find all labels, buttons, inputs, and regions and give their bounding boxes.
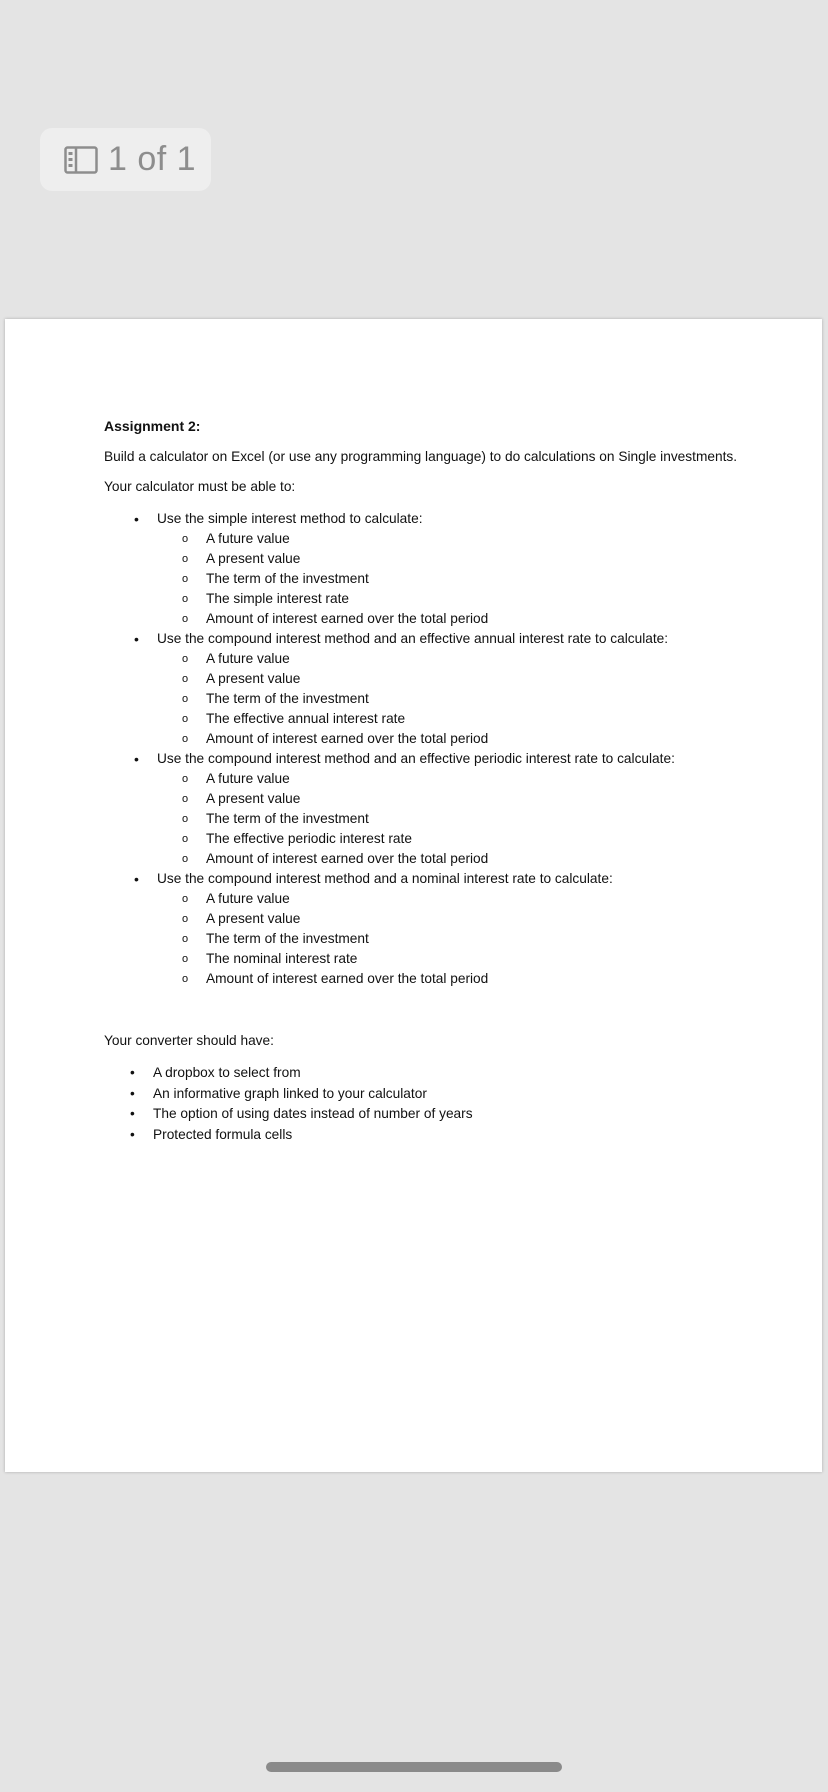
circle-bullet-icon: o xyxy=(182,693,189,705)
bullet-icon: • xyxy=(134,871,139,887)
bullet-icon: • xyxy=(134,511,139,527)
circle-bullet-icon: o xyxy=(182,593,189,605)
sub-list xyxy=(157,889,744,989)
sub-list-item xyxy=(157,529,744,549)
sub-item-text: A future value xyxy=(206,531,290,546)
circle-bullet-icon: o xyxy=(182,673,189,685)
sub-list-item xyxy=(157,809,744,829)
sub-list-item xyxy=(157,789,744,809)
sub-list-item xyxy=(157,709,744,729)
list-item xyxy=(104,869,744,989)
circle-bullet-icon: o xyxy=(182,813,189,825)
circle-bullet-icon: o xyxy=(182,833,189,845)
sub-item-text: Amount of interest earned over the total period xyxy=(206,611,489,626)
document-page xyxy=(5,319,822,1472)
list-item xyxy=(104,1063,744,1084)
bullet-icon: • xyxy=(134,631,139,647)
converter-list xyxy=(104,1063,744,1145)
sub-item-text: The term of the investment xyxy=(206,931,369,946)
sub-item-text: A present value xyxy=(206,911,301,926)
requirements-lead: Your calculator must be able to: xyxy=(104,479,296,494)
sub-list xyxy=(157,649,744,749)
section-heading: Use the compound interest method and an effective annual interest rate to calculate: xyxy=(157,631,669,646)
sub-item-text: The nominal interest rate xyxy=(206,951,358,966)
section-heading: Use the compound interest method and an effective periodic interest rate to calculate: xyxy=(157,751,675,766)
page-count-label: 1 of 1 xyxy=(108,140,197,178)
sub-list-item xyxy=(157,669,744,689)
bullet-icon: • xyxy=(130,1065,135,1080)
converter-lead: Your converter should have: xyxy=(104,1033,274,1048)
list-item xyxy=(104,1084,744,1105)
sub-item-text: A future value xyxy=(206,891,290,906)
bullet-icon: • xyxy=(134,751,139,767)
intro-paragraph: Build a calculator on Excel (or use any programming language) to do calculations on Single investments. xyxy=(104,449,738,464)
circle-bullet-icon: o xyxy=(182,613,189,625)
sub-list-item xyxy=(157,569,744,589)
bullet-icon: • xyxy=(130,1126,135,1142)
sub-item-text: The effective periodic interest rate xyxy=(206,831,412,846)
list-item xyxy=(104,749,744,869)
circle-bullet-icon: o xyxy=(182,733,189,745)
circle-bullet-icon: o xyxy=(182,893,189,905)
page-indicator-button[interactable] xyxy=(40,128,211,191)
sub-list-item xyxy=(157,609,744,629)
bullet-icon: • xyxy=(130,1085,135,1101)
sub-item-text: The effective annual interest rate xyxy=(206,711,406,726)
converter-item-text: Protected formula cells xyxy=(153,1126,293,1142)
section-heading: Use the simple interest method to calculate: xyxy=(157,511,423,526)
sidebar-icon xyxy=(64,146,98,174)
circle-bullet-icon: o xyxy=(182,913,189,925)
circle-bullet-icon: o xyxy=(182,933,189,945)
converter-item-text: The option of using dates instead of number of years xyxy=(153,1106,473,1122)
sub-list-item xyxy=(157,889,744,909)
sub-list-item xyxy=(157,769,744,789)
sub-list-item xyxy=(157,589,744,609)
circle-bullet-icon: o xyxy=(182,713,189,725)
sub-item-text: The term of the investment xyxy=(206,811,369,826)
home-indicator[interactable] xyxy=(266,1762,562,1772)
sub-item-text: The term of the investment xyxy=(206,571,369,586)
circle-bullet-icon: o xyxy=(182,553,189,565)
sub-item-text: A future value xyxy=(206,651,290,666)
requirements-list xyxy=(104,509,744,989)
sub-item-text: A present value xyxy=(206,791,301,806)
list-item xyxy=(104,1125,744,1146)
sub-item-text: Amount of interest earned over the total period xyxy=(206,851,489,866)
circle-bullet-icon: o xyxy=(182,953,189,965)
list-item xyxy=(104,1104,744,1125)
sub-list-item xyxy=(157,829,744,849)
sub-list-item xyxy=(157,929,744,949)
sub-list-item xyxy=(157,849,744,869)
circle-bullet-icon: o xyxy=(182,573,189,585)
sub-item-text: A future value xyxy=(206,771,290,786)
sub-item-text: Amount of interest earned over the total period xyxy=(206,971,489,986)
circle-bullet-icon: o xyxy=(182,793,189,805)
document-content xyxy=(104,417,744,1145)
sub-list-item xyxy=(157,949,744,969)
sub-list-item xyxy=(157,689,744,709)
bullet-icon: • xyxy=(130,1106,135,1122)
circle-bullet-icon: o xyxy=(182,533,189,545)
converter-item-text: An informative graph linked to your calculator xyxy=(153,1085,427,1101)
sub-list-item xyxy=(157,549,744,569)
list-item xyxy=(104,509,744,629)
sub-list-item xyxy=(157,969,744,989)
circle-bullet-icon: o xyxy=(182,973,189,985)
section-heading: Use the compound interest method and a nominal interest rate to calculate: xyxy=(157,871,613,886)
sub-list xyxy=(157,769,744,869)
sub-item-text: The term of the investment xyxy=(206,691,369,706)
sub-item-text: A present value xyxy=(206,551,301,566)
sub-list xyxy=(157,529,744,629)
sub-list-item xyxy=(157,649,744,669)
sub-list-item xyxy=(157,729,744,749)
list-item xyxy=(104,629,744,749)
converter-item-text: A dropbox to select from xyxy=(153,1065,301,1080)
circle-bullet-icon: o xyxy=(182,653,189,665)
sub-item-text: Amount of interest earned over the total period xyxy=(206,731,489,746)
circle-bullet-icon: o xyxy=(182,853,189,865)
circle-bullet-icon: o xyxy=(182,773,189,785)
sub-item-text: The simple interest rate xyxy=(206,591,350,606)
sub-item-text: A present value xyxy=(206,671,301,686)
sub-list-item xyxy=(157,909,744,929)
document-title: Assignment 2: xyxy=(104,418,201,434)
